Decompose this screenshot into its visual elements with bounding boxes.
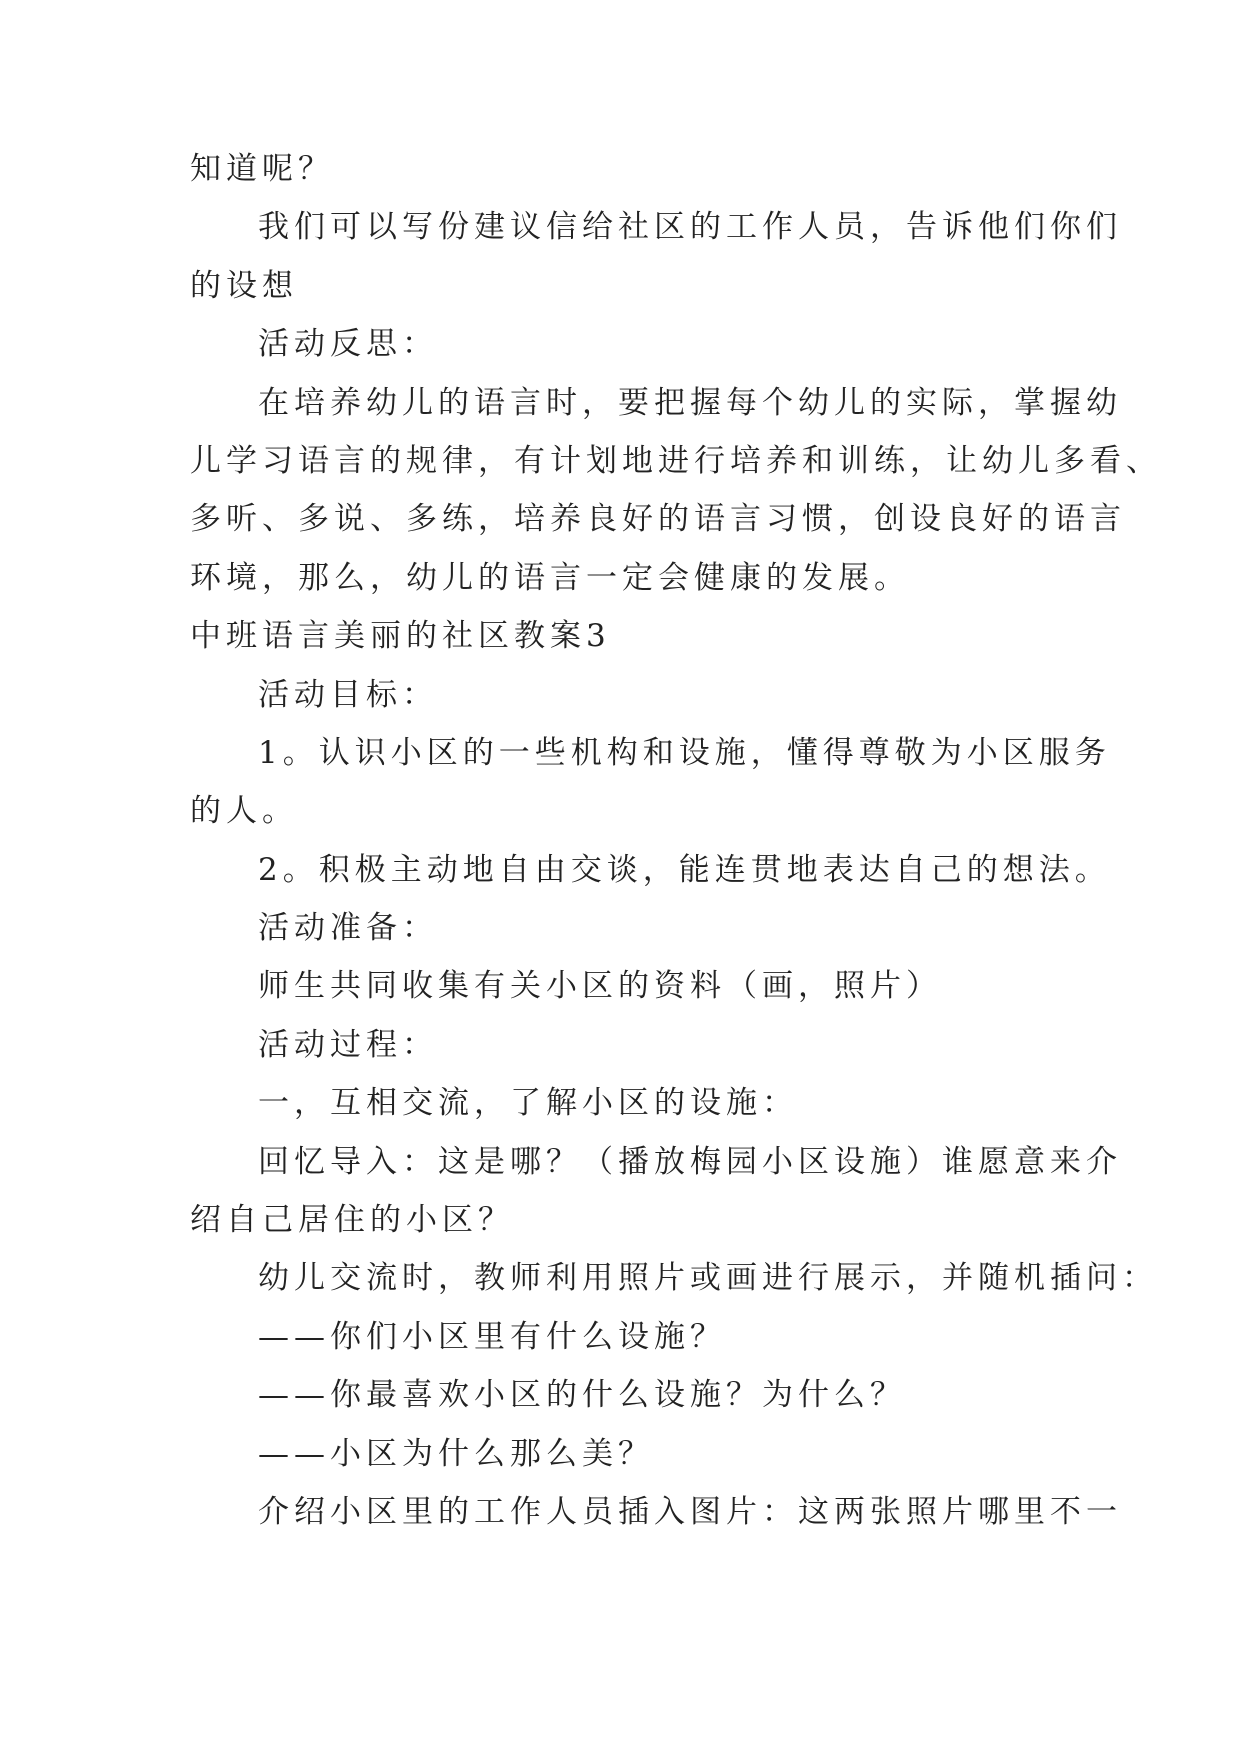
paragraph-line: 回忆导入：这是哪？（播放梅园小区设施）谁愿意来介 — [258, 1143, 1122, 1180]
question-line: ——小区为什么那么美？ — [258, 1435, 654, 1472]
list-item: 2。积极主动地自由交谈，能连贯地表达自己的想法。 — [258, 851, 1111, 888]
section-heading: 活动准备： — [258, 910, 438, 947]
paragraph-line: 一，互相交流，了解小区的设施： — [258, 1085, 798, 1122]
paragraph-line: 的人。 — [190, 793, 298, 830]
paragraph-line: 绍自己居住的小区？ — [190, 1202, 514, 1239]
paragraph-line: 师生共同收集有关小区的资料（画，照片） — [258, 968, 942, 1005]
paragraph-line: 多听、多说、多练，培养良好的语言习惯，创设良好的语言 — [190, 501, 1126, 538]
paragraph-line: 介绍小区里的工作人员插入图片：这两张照片哪里不一 — [258, 1493, 1122, 1530]
paragraph-line: 的设想 — [190, 267, 298, 304]
paragraph-line: 幼儿交流时，教师利用照片或画进行展示，并随机插问： — [258, 1260, 1158, 1297]
paragraph-line: 儿学习语言的规律，有计划地进行培养和训练，让幼儿多看、 — [190, 442, 1162, 479]
paragraph-line: 知道呢？ — [190, 151, 334, 187]
document-body — [190, 140, 1162, 1541]
document-title: 中班语言美丽的社区教案3 — [190, 618, 611, 655]
section-heading: 活动反思： — [258, 326, 438, 363]
question-line: ——你最喜欢小区的什么设施？为什么？ — [258, 1377, 906, 1414]
section-heading: 活动目标： — [258, 676, 438, 713]
paragraph-line: 环境，那么，幼儿的语言一定会健康的发展。 — [190, 559, 910, 596]
paragraph-line: 我们可以写份建议信给社区的工作人员，告诉他们你们 — [258, 209, 1122, 246]
paragraph-line: 在培养幼儿的语言时，要把握每个幼儿的实际，掌握幼 — [258, 384, 1122, 421]
section-heading: 活动过程： — [258, 1026, 438, 1063]
question-line: ——你们小区里有什么设施？ — [258, 1318, 726, 1355]
list-item: 1。认识小区的一些机构和设施，懂得尊敬为小区服务 — [258, 734, 1111, 771]
